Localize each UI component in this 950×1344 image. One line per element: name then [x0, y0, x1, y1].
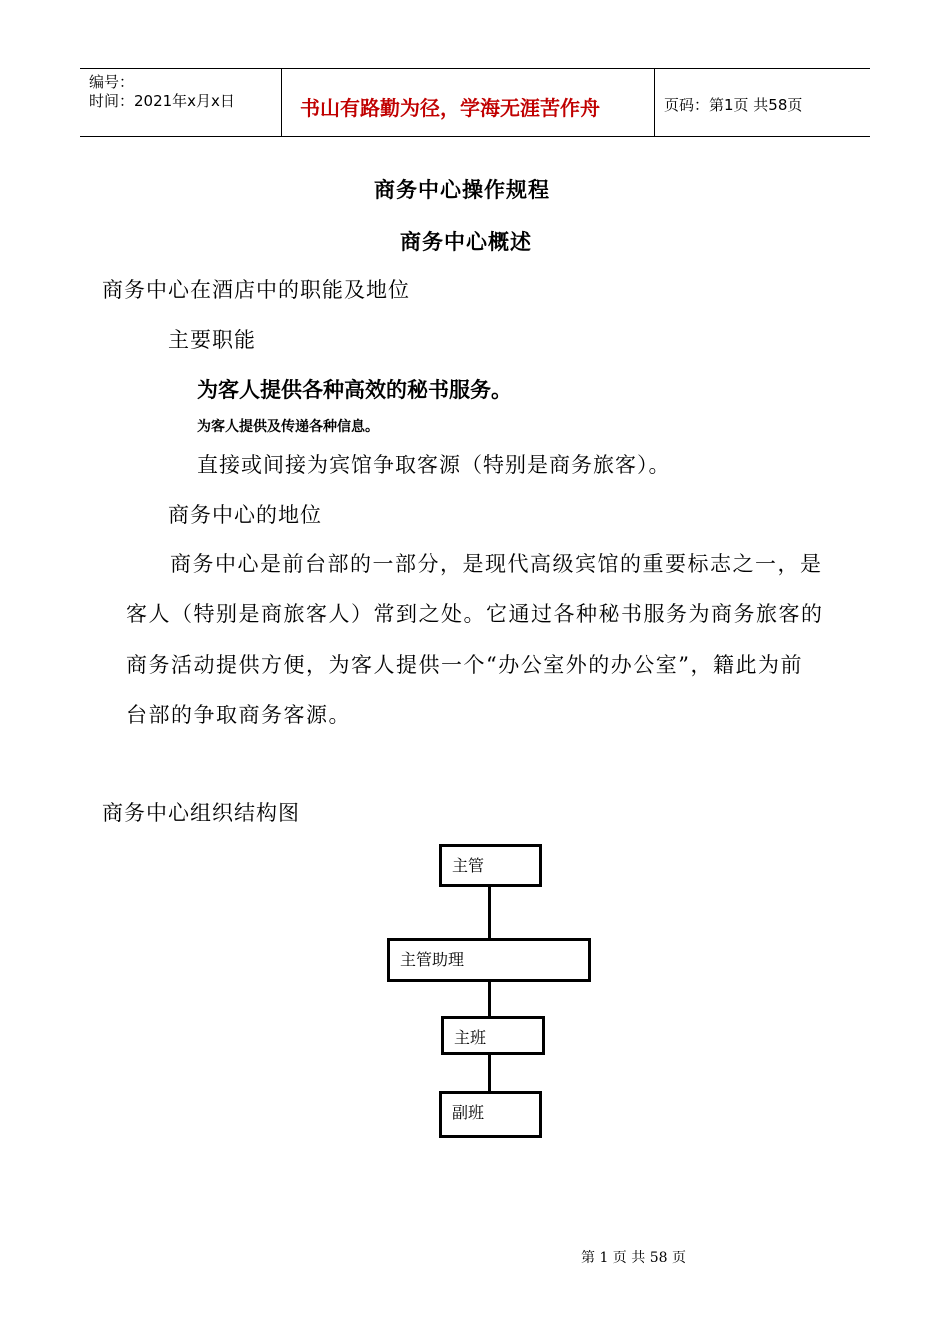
paragraph-line: 台部的争取商务客源。 [126, 703, 351, 727]
org-node-main-shift [441, 1016, 545, 1055]
paragraph-line: 商务中心是前台部的一部分，是现代高级宾馆的重要标志之一，是 [170, 552, 823, 576]
header-motto: 书山有路勤为径，学海无涯苦作舟 [300, 96, 600, 120]
paragraph-line: 商务活动提供方便，为客人提供一个“办公室外的办公室”，籍此为前 [126, 653, 803, 677]
header-bottom-border [80, 136, 870, 137]
header-divider-2 [654, 68, 655, 136]
function-item-2: 为客人提供及传递各种信息。 [197, 419, 379, 435]
header-date-label: 时间：2021年x月x日 [89, 92, 235, 110]
org-node-deputy-shift [439, 1091, 542, 1138]
section-heading-role: 商务中心在酒店中的职能及地位 [102, 278, 410, 302]
org-connector [488, 1055, 491, 1091]
org-node-supervisor [439, 844, 542, 887]
function-item-3: 直接或间接为宾馆争取客源（特别是商务旅客）。 [197, 453, 671, 477]
document-title: 商务中心操作规程 [374, 178, 550, 202]
org-node-label: 主管 [452, 856, 485, 875]
paragraph-line: 客人（特别是商旅客人）常到之处。它通过各种秘书服务为商务旅客的 [126, 602, 824, 626]
org-node-assistant-supervisor [387, 938, 591, 982]
header-divider-1 [281, 68, 282, 136]
footer-page-number: 第 1 页 共 58 页 [581, 1250, 686, 1266]
org-node-label: 主班 [454, 1028, 487, 1047]
org-node-label: 主管助理 [400, 950, 465, 969]
org-connector [488, 887, 491, 938]
org-chart-heading: 商务中心组织结构图 [102, 801, 300, 825]
function-item-1: 为客人提供各种高效的秘书服务。 [197, 378, 512, 402]
status-heading: 商务中心的地位 [168, 503, 322, 527]
functions-heading: 主要职能 [168, 328, 256, 352]
header-number-label: 编号： [89, 73, 135, 91]
document-subtitle: 商务中心概述 [400, 230, 532, 254]
header-top-border [80, 68, 870, 69]
org-node-label: 副班 [452, 1103, 485, 1122]
org-connector [488, 982, 491, 1016]
header-page-info: 页码：第1页 共58页 [664, 96, 803, 114]
